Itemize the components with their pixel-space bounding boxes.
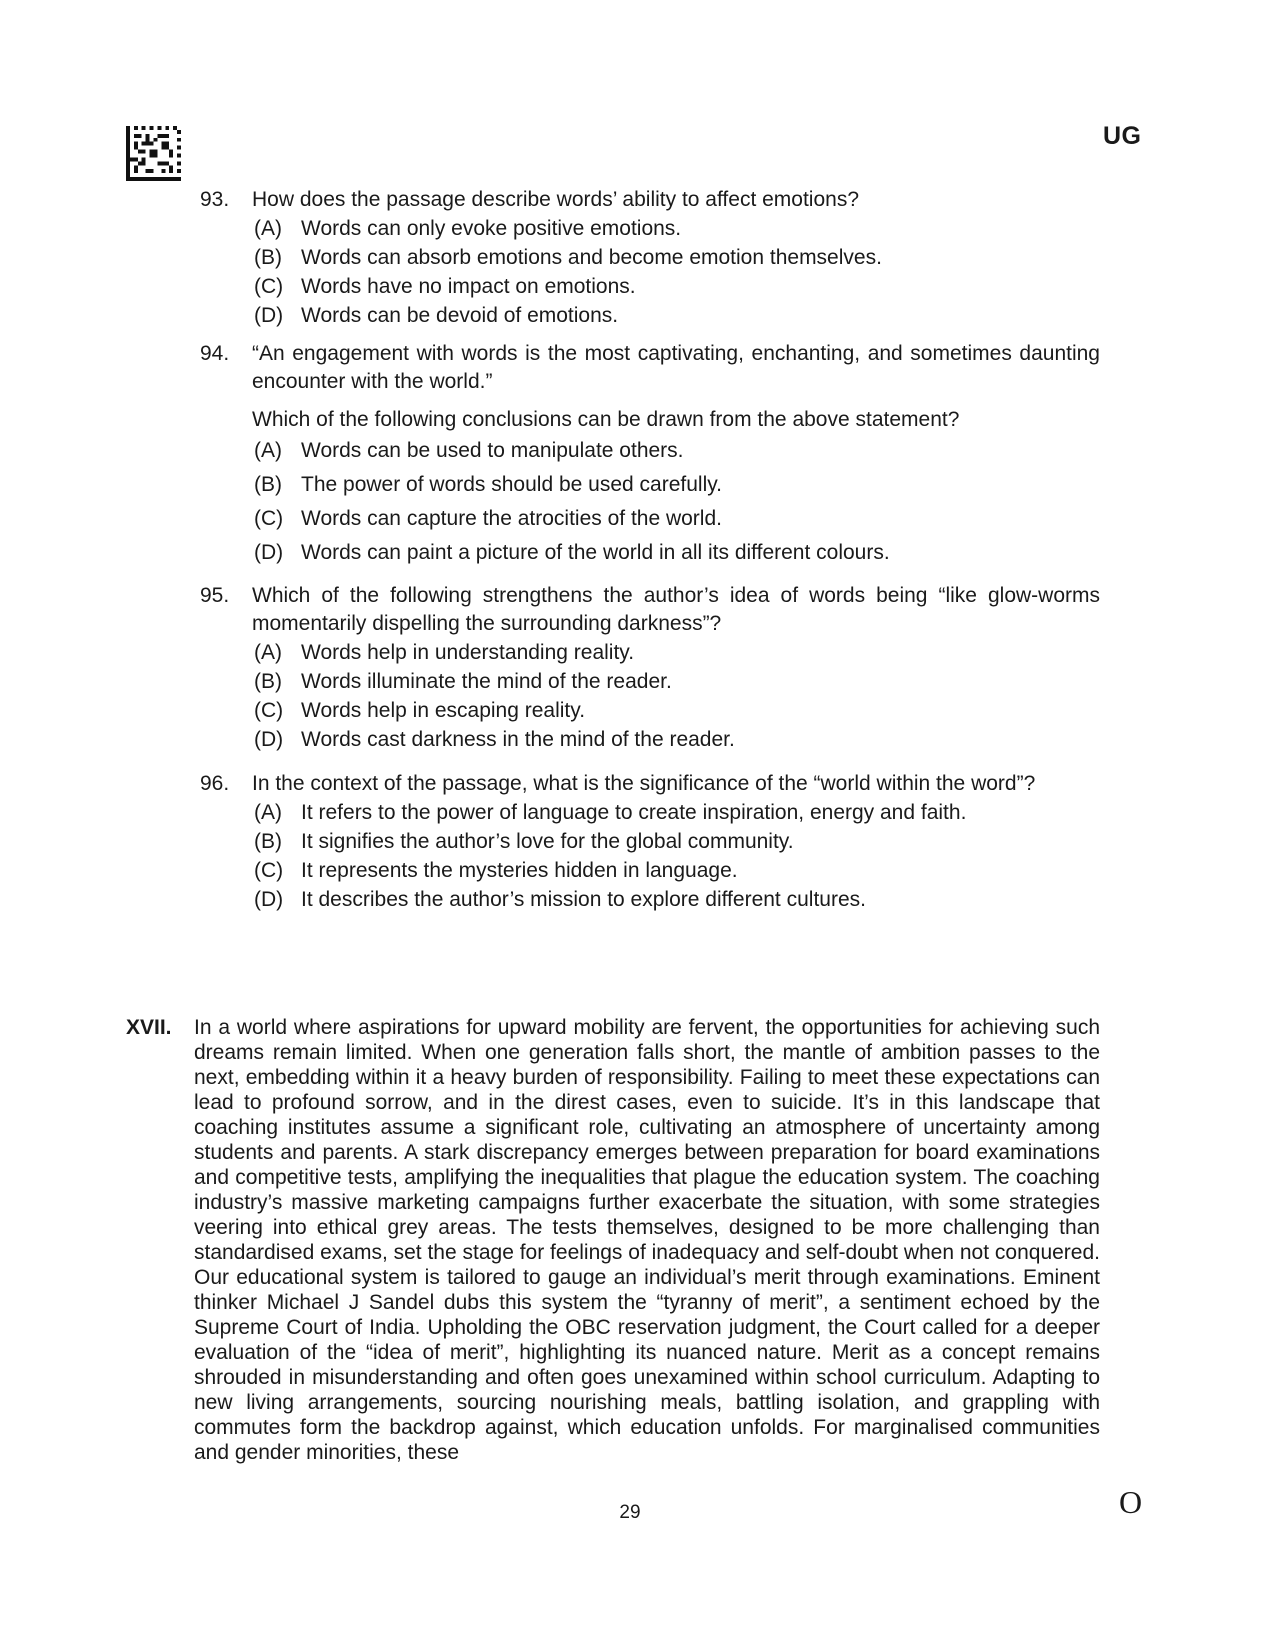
option-label: (B)	[254, 473, 282, 496]
option-text: Words have no impact on emotions.	[301, 275, 636, 298]
level-tag: UG	[1103, 122, 1142, 150]
question-subtext: Which of the following conclusions can be drawn from the above statement?	[252, 408, 960, 431]
option-text: Words can only evoke positive emotions.	[301, 217, 682, 240]
qr-code-icon	[126, 126, 181, 181]
option-text: It signifies the author’s love for the global community.	[301, 830, 794, 853]
option-c	[254, 696, 1100, 725]
option-c	[254, 856, 1100, 885]
option-label: (C)	[254, 507, 284, 530]
option-c	[254, 502, 1100, 536]
option-d	[254, 725, 1100, 754]
option-text: The power of words should be used carefully.	[301, 473, 723, 496]
option-label: (B)	[254, 670, 282, 693]
question-text: How does the passage describe words’ ability to affect emotions?	[252, 188, 860, 211]
option-label: (A)	[254, 217, 282, 240]
option-label: (D)	[254, 541, 284, 564]
option-d	[254, 885, 1100, 914]
option-label: (B)	[254, 830, 282, 853]
option-a	[254, 798, 1100, 827]
option-a	[254, 214, 1100, 243]
option-label: (D)	[254, 304, 284, 327]
option-text: Words illuminate the mind of the reader.	[301, 670, 672, 693]
question-95	[200, 582, 1100, 754]
option-label: (C)	[254, 699, 284, 722]
question-text: Which of the following strengthens the author’s idea of words being “like glow-worms momentarily dispelling the surrounding darkness”?	[252, 584, 1100, 635]
question-94	[200, 340, 1100, 570]
question-93	[200, 186, 1100, 330]
question-text: “An engagement with words is the most captivating, enchanting, and sometimes daunting encounter with the world.”	[252, 342, 1100, 393]
option-c	[254, 272, 1100, 301]
question-96	[200, 770, 1100, 914]
option-text: It describes the author’s mission to explore different cultures.	[301, 888, 866, 911]
option-text: Words help in understanding reality.	[301, 641, 635, 664]
option-label: (A)	[254, 801, 282, 824]
option-text: It represents the mysteries hidden in language.	[301, 859, 738, 882]
option-text: Words can capture the atrocities of the world.	[301, 507, 722, 530]
option-label: (D)	[254, 888, 284, 911]
question-number: 93.	[200, 188, 230, 211]
option-text: Words can paint a picture of the world in all its different colours.	[301, 541, 890, 564]
set-code: O	[1119, 1484, 1143, 1520]
options-list	[254, 638, 1100, 754]
question-text: In the context of the passage, what is the significance of the “world within the word”?	[252, 772, 1036, 795]
options-list	[254, 798, 1100, 914]
option-text: Words can absorb emotions and become emotion themselves.	[301, 246, 882, 269]
option-b	[254, 243, 1100, 272]
passage-xvii	[126, 1015, 1100, 1465]
option-b	[254, 468, 1100, 502]
question-number: 95.	[200, 584, 230, 607]
option-d	[254, 536, 1100, 570]
option-label: (B)	[254, 246, 282, 269]
page-number: 29	[619, 1502, 641, 1523]
option-text: It refers to the power of language to create inspiration, energy and faith.	[301, 801, 967, 824]
option-d	[254, 301, 1100, 330]
options-list	[254, 214, 1100, 330]
option-label: (A)	[254, 641, 282, 664]
question-number: 96.	[200, 772, 230, 795]
question-number: 94.	[200, 342, 230, 365]
option-label: (D)	[254, 728, 284, 751]
options-list	[254, 434, 1100, 570]
option-a	[254, 638, 1100, 667]
option-b	[254, 667, 1100, 696]
option-label: (C)	[254, 859, 284, 882]
option-text: Words can be devoid of emotions.	[301, 304, 619, 327]
option-text: Words can be used to manipulate others.	[301, 439, 684, 462]
option-text: Words help in escaping reality.	[301, 699, 586, 722]
option-label: (C)	[254, 275, 284, 298]
option-b	[254, 827, 1100, 856]
passage-text: In a world where aspirations for upward mobility are fervent, the opportunities for achieving such dreams remain limited. When one generation falls short, the mantle of ambition passes to the next, embedding within it a heavy burden of responsibility. Failing to meet these expectations can lead to profound sorrow, and in the direst cases, even to suicide. It’s in this landscape that coaching institutes assume a significant role, cultivating an atmosphere of uncertainty among students and parents. A stark discrepancy emerges between preparation for board examinations and competitive tests, amplifying the inequalities that plague the education system. The coaching industry’s massive marketing campaigns further exacerbate the situation, with some strategies veering into ethical grey areas. The tests themselves, designed to be more challenging than standardised exams, set the stage for feelings of inadequacy and self-doubt when not conquered. Our educational system is tailored to gauge an individual’s merit through examinations. Eminent thinker Michael J Sandel dubs this system the “tyranny of merit”, a sentiment echoed by the Supreme Court of India. Upholding the OBC reservation judgment, the Court called for a deeper evaluation of the “idea of merit”, highlighting its nuanced nature. Merit as a concept remains shrouded in misunderstanding and often goes unexamined within school curriculum. Adapting to new living arrangements, sourcing nourishing meals, battling isolation, and grappling with commutes form the backdrop against, which education unfolds. For marginalised communities and gender minorities, these	[194, 1016, 1100, 1464]
option-a	[254, 434, 1100, 468]
option-text: Words cast darkness in the mind of the reader.	[301, 728, 735, 751]
passage-number: XVII.	[126, 1016, 172, 1039]
option-label: (A)	[254, 439, 282, 462]
